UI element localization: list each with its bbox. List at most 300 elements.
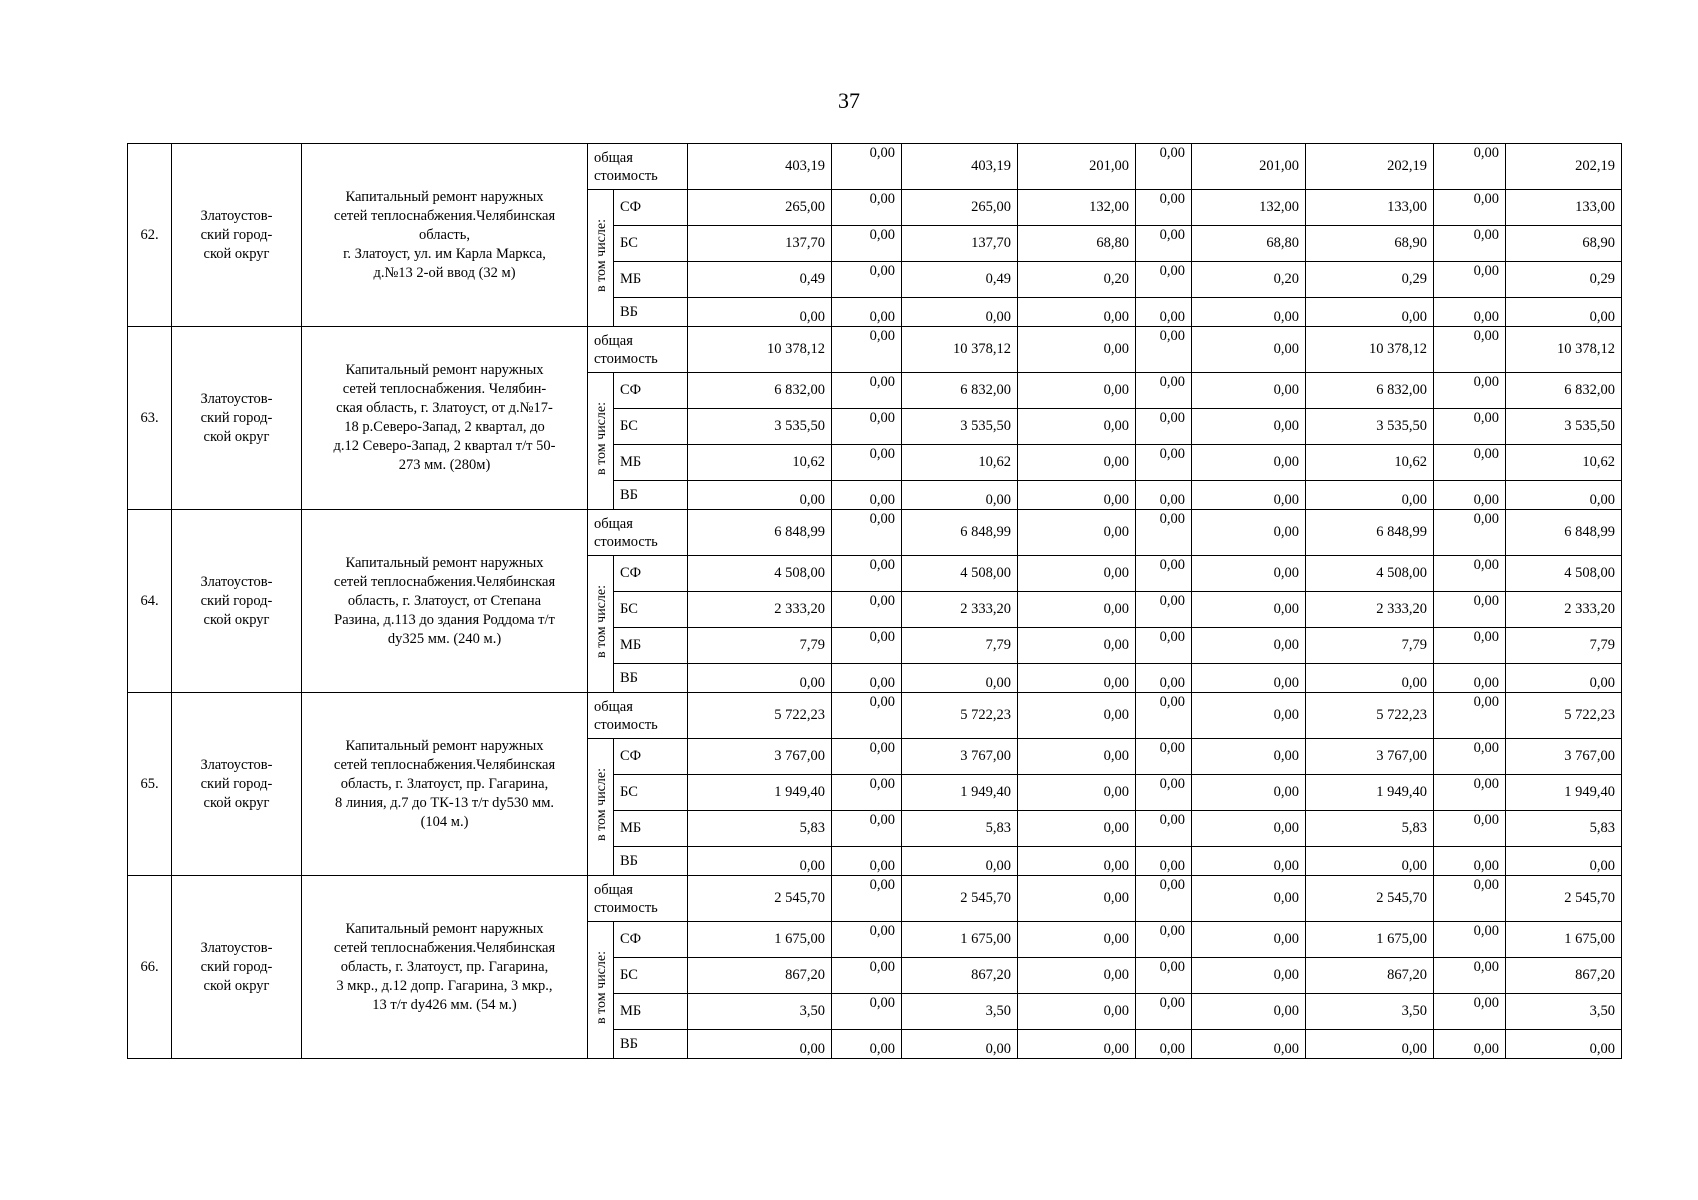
total-cost-label-line: общая	[594, 515, 633, 532]
value-cell: 1 949,40	[1306, 775, 1434, 811]
value-cell: 0,00	[1434, 592, 1506, 628]
value-cell: 0,00	[1136, 811, 1192, 847]
value-cell: 0,00	[902, 481, 1018, 510]
value-cell: 132,00	[1192, 190, 1306, 226]
value-cell: 0,00	[1136, 775, 1192, 811]
total-cost-label-line: стоимость	[594, 899, 658, 916]
value-cell: 0,00	[1136, 556, 1192, 592]
value-cell: 7,79	[1306, 628, 1434, 664]
description-line: область, г. Златоуст, пр. Гагарина,	[340, 958, 549, 975]
value-cell: 132,00	[1018, 190, 1136, 226]
value-cell: 0,00	[1192, 994, 1306, 1030]
value-cell: 3,50	[902, 994, 1018, 1030]
value-cell: 0,00	[902, 847, 1018, 876]
value-cell: 3,50	[1506, 994, 1622, 1030]
fund-label: ВБ	[614, 298, 688, 327]
value-cell: 0,00	[1192, 445, 1306, 481]
value-cell: 1 949,40	[1506, 775, 1622, 811]
value-cell: 0,00	[1506, 847, 1622, 876]
municipality-line: ский город-	[200, 409, 273, 426]
value-cell: 0,00	[1434, 226, 1506, 262]
value-cell: 0,00	[1136, 994, 1192, 1030]
value-cell: 2 333,20	[902, 592, 1018, 628]
value-cell: 0,00	[832, 373, 902, 409]
including-label-cell	[588, 739, 614, 876]
total-cost-label-line: общая	[594, 698, 633, 715]
value-cell: 0,00	[1192, 847, 1306, 876]
value-cell: 5,83	[902, 811, 1018, 847]
value-cell: 0,00	[832, 510, 902, 556]
value-cell: 10 378,12	[1506, 327, 1622, 373]
value-cell: 1 949,40	[902, 775, 1018, 811]
value-cell: 1 675,00	[902, 922, 1018, 958]
value-cell: 0,00	[1018, 922, 1136, 958]
value-cell: 0,29	[1306, 262, 1434, 298]
municipality-line: ской округ	[203, 794, 270, 811]
value-cell: 0,00	[832, 922, 902, 958]
municipality-line: Златоустов-	[200, 573, 273, 590]
capital-repair-table	[127, 143, 1622, 1059]
value-cell: 0,00	[1018, 775, 1136, 811]
value-cell: 7,79	[688, 628, 832, 664]
value-cell: 0,00	[832, 298, 902, 327]
value-cell: 0,00	[1192, 510, 1306, 556]
record-total-row	[128, 510, 1622, 556]
value-cell: 68,80	[1192, 226, 1306, 262]
value-cell: 0,00	[1192, 693, 1306, 739]
description-line: dy325 мм. (240 м.)	[387, 630, 502, 647]
value-cell: 3 767,00	[688, 739, 832, 775]
value-cell: 867,20	[902, 958, 1018, 994]
fund-label: ВБ	[614, 1030, 688, 1059]
value-cell: 0,00	[1306, 847, 1434, 876]
value-cell: 202,19	[1506, 144, 1622, 190]
value-cell: 0,00	[1434, 409, 1506, 445]
value-cell: 0,00	[1306, 298, 1434, 327]
fund-label: СФ	[614, 373, 688, 409]
value-cell: 0,00	[1192, 739, 1306, 775]
value-cell: 403,19	[688, 144, 832, 190]
value-cell: 6 848,99	[688, 510, 832, 556]
value-cell: 0,00	[1192, 811, 1306, 847]
value-cell: 867,20	[688, 958, 832, 994]
value-cell: 201,00	[1018, 144, 1136, 190]
fund-label: СФ	[614, 190, 688, 226]
description-line: область, г. Златоуст, от Степана	[347, 592, 542, 609]
value-cell: 0,00	[1306, 1030, 1434, 1059]
value-cell: 0,00	[1434, 922, 1506, 958]
value-cell: 0,00	[1018, 409, 1136, 445]
value-cell: 2 545,70	[1506, 876, 1622, 922]
value-cell: 5 722,23	[902, 693, 1018, 739]
value-cell: 0,00	[1136, 510, 1192, 556]
value-cell: 0,00	[1136, 1030, 1192, 1059]
value-cell: 0,00	[832, 481, 902, 510]
value-cell: 0,00	[1136, 592, 1192, 628]
description-line: (104 м.)	[420, 813, 469, 830]
value-cell: 4 508,00	[1506, 556, 1622, 592]
value-cell: 0,00	[832, 958, 902, 994]
value-cell: 0,00	[1434, 1030, 1506, 1059]
value-cell: 3 535,50	[902, 409, 1018, 445]
value-cell: 0,00	[1192, 775, 1306, 811]
value-cell: 0,00	[1192, 556, 1306, 592]
total-cost-label	[588, 144, 688, 190]
value-cell: 5 722,23	[1306, 693, 1434, 739]
value-cell: 68,80	[1018, 226, 1136, 262]
description-line: ская область, г. Златоуст, от д.№17-	[336, 400, 553, 416]
value-cell: 0,00	[1434, 327, 1506, 373]
value-cell: 0,00	[1506, 481, 1622, 510]
description-line: 18 р.Северо-Запад, 2 квартал, до	[344, 419, 545, 435]
description-line: Капитальный ремонт наружных	[345, 737, 544, 754]
value-cell: 0,00	[902, 664, 1018, 693]
municipality-line: ский город-	[200, 775, 273, 792]
value-cell: 0,00	[832, 847, 902, 876]
total-cost-label	[588, 876, 688, 922]
fund-label: ВБ	[614, 847, 688, 876]
value-cell: 3 767,00	[902, 739, 1018, 775]
total-cost-label	[588, 510, 688, 556]
description-line: сетей теплоснабжения.Челябинская	[333, 207, 556, 224]
value-cell: 0,00	[1018, 739, 1136, 775]
value-cell: 10 378,12	[902, 327, 1018, 373]
value-cell: 0,00	[1192, 922, 1306, 958]
value-cell: 0,00	[1192, 876, 1306, 922]
value-cell: 3 767,00	[1506, 739, 1622, 775]
value-cell: 0,00	[832, 144, 902, 190]
value-cell: 10 378,12	[1306, 327, 1434, 373]
value-cell: 0,00	[1192, 664, 1306, 693]
value-cell: 0,00	[1018, 298, 1136, 327]
including-label: в том числе:	[594, 219, 609, 292]
value-cell: 2 333,20	[1506, 592, 1622, 628]
fund-label: СФ	[614, 922, 688, 958]
value-cell: 0,20	[1018, 262, 1136, 298]
description-line: сетей теплоснабжения. Челябин-	[342, 381, 547, 397]
fund-label: БС	[614, 592, 688, 628]
value-cell: 0,00	[1136, 664, 1192, 693]
record-number: 64.	[128, 510, 172, 693]
value-cell: 867,20	[1506, 958, 1622, 994]
value-cell: 0,00	[1192, 481, 1306, 510]
total-cost-label-line: общая	[594, 149, 633, 166]
value-cell: 0,00	[1506, 298, 1622, 327]
value-cell: 0,00	[1434, 510, 1506, 556]
value-cell: 0,00	[832, 628, 902, 664]
value-cell: 0,00	[832, 445, 902, 481]
description-line: область,	[419, 226, 470, 243]
description-line: область, г. Златоуст, пр. Гагарина,	[340, 775, 549, 792]
municipality-line: ский город-	[200, 958, 273, 975]
municipality-line: ской округ	[203, 245, 270, 262]
value-cell: 0,00	[1434, 847, 1506, 876]
value-cell: 0,00	[1136, 445, 1192, 481]
value-cell: 7,79	[1506, 628, 1622, 664]
value-cell: 3 535,50	[688, 409, 832, 445]
value-cell: 133,00	[1506, 190, 1622, 226]
value-cell: 0,00	[832, 693, 902, 739]
value-cell: 0,00	[1434, 373, 1506, 409]
value-cell: 0,00	[1018, 327, 1136, 373]
record-number: 65.	[128, 693, 172, 876]
value-cell: 1 675,00	[1306, 922, 1434, 958]
value-cell: 0,00	[1192, 958, 1306, 994]
municipality-line: ский город-	[200, 592, 273, 609]
value-cell: 3 535,50	[1506, 409, 1622, 445]
value-cell: 0,00	[1434, 628, 1506, 664]
value-cell: 0,00	[1434, 958, 1506, 994]
description-line: сетей теплоснабжения.Челябинская	[333, 939, 556, 956]
value-cell: 0,00	[1136, 190, 1192, 226]
value-cell: 0,00	[1136, 262, 1192, 298]
value-cell: 0,00	[1018, 373, 1136, 409]
value-cell: 0,29	[1506, 262, 1622, 298]
value-cell: 0,00	[1192, 1030, 1306, 1059]
value-cell: 10,62	[1306, 445, 1434, 481]
description-cell	[302, 327, 588, 510]
value-cell: 0,00	[1136, 144, 1192, 190]
including-label: в том числе:	[594, 402, 609, 475]
value-cell: 68,90	[1306, 226, 1434, 262]
total-cost-label-line: общая	[594, 881, 633, 898]
fund-label: БС	[614, 775, 688, 811]
value-cell: 0,00	[1018, 811, 1136, 847]
value-cell: 0,00	[1018, 445, 1136, 481]
total-cost-label-line: стоимость	[594, 350, 658, 367]
municipality-cell	[172, 327, 302, 510]
including-label: в том числе:	[594, 768, 609, 841]
value-cell: 0,00	[1434, 775, 1506, 811]
value-cell: 403,19	[902, 144, 1018, 190]
value-cell: 6 832,00	[902, 373, 1018, 409]
value-cell: 0,00	[1506, 1030, 1622, 1059]
value-cell: 0,00	[1434, 190, 1506, 226]
value-cell: 2 333,20	[1306, 592, 1434, 628]
value-cell: 265,00	[902, 190, 1018, 226]
value-cell: 0,00	[902, 298, 1018, 327]
value-cell: 6 832,00	[1306, 373, 1434, 409]
value-cell: 3,50	[688, 994, 832, 1030]
value-cell: 0,00	[832, 327, 902, 373]
description-line: г. Златоуст, ул. им Карла Маркса,	[343, 245, 546, 262]
value-cell: 0,00	[1136, 226, 1192, 262]
value-cell: 0,00	[832, 994, 902, 1030]
value-cell: 202,19	[1306, 144, 1434, 190]
value-cell: 0,00	[1018, 664, 1136, 693]
value-cell: 0,00	[1434, 664, 1506, 693]
value-cell: 0,00	[688, 298, 832, 327]
value-cell: 6 832,00	[1506, 373, 1622, 409]
description-line: 273 мм. (280м)	[398, 457, 491, 473]
record-number: 66.	[128, 876, 172, 1059]
value-cell: 1 949,40	[688, 775, 832, 811]
fund-label: МБ	[614, 628, 688, 664]
description-line: Капитальный ремонт наружных	[345, 362, 544, 378]
municipality-line: Златоустов-	[200, 939, 273, 956]
value-cell: 0,00	[832, 592, 902, 628]
value-cell: 3,50	[1306, 994, 1434, 1030]
record-total-row	[128, 327, 1622, 373]
fund-label: ВБ	[614, 481, 688, 510]
value-cell: 0,00	[1434, 739, 1506, 775]
fund-label: МБ	[614, 445, 688, 481]
value-cell: 0,00	[1136, 922, 1192, 958]
value-cell: 0,00	[832, 556, 902, 592]
fund-label: МБ	[614, 994, 688, 1030]
value-cell: 0,00	[1018, 592, 1136, 628]
value-cell: 0,00	[688, 847, 832, 876]
value-cell: 0,00	[1018, 994, 1136, 1030]
value-cell: 1 675,00	[1506, 922, 1622, 958]
value-cell: 0,00	[1018, 481, 1136, 510]
value-cell: 0,00	[1136, 876, 1192, 922]
value-cell: 0,00	[1136, 327, 1192, 373]
fund-label: МБ	[614, 262, 688, 298]
municipality-line: Златоустов-	[200, 390, 273, 407]
value-cell: 0,00	[1434, 693, 1506, 739]
fund-label: ВБ	[614, 664, 688, 693]
municipality-line: ский город-	[200, 226, 273, 243]
value-cell: 0,00	[1434, 445, 1506, 481]
value-cell: 0,00	[832, 876, 902, 922]
value-cell: 0,00	[1018, 556, 1136, 592]
value-cell: 5,83	[1306, 811, 1434, 847]
value-cell: 0,20	[1192, 262, 1306, 298]
value-cell: 7,79	[902, 628, 1018, 664]
record-total-row	[128, 876, 1622, 922]
value-cell: 5,83	[688, 811, 832, 847]
value-cell: 0,00	[832, 775, 902, 811]
record-total-row	[128, 693, 1622, 739]
fund-label: БС	[614, 958, 688, 994]
value-cell: 4 508,00	[688, 556, 832, 592]
fund-label: БС	[614, 409, 688, 445]
value-cell: 0,00	[832, 409, 902, 445]
value-cell: 10,62	[902, 445, 1018, 481]
municipality-cell	[172, 693, 302, 876]
value-cell: 68,90	[1506, 226, 1622, 262]
value-cell: 0,49	[902, 262, 1018, 298]
value-cell: 2 545,70	[688, 876, 832, 922]
value-cell: 0,00	[832, 1030, 902, 1059]
value-cell: 0,00	[1018, 958, 1136, 994]
description-line: сетей теплоснабжения.Челябинская	[333, 756, 556, 773]
value-cell: 0,00	[1018, 876, 1136, 922]
value-cell: 0,00	[1136, 693, 1192, 739]
value-cell: 0,00	[1018, 510, 1136, 556]
page-number: 37	[838, 88, 860, 113]
municipality-line: Златоустов-	[200, 756, 273, 773]
municipality-line: ской округ	[203, 428, 270, 445]
value-cell: 0,00	[1136, 373, 1192, 409]
fund-label: МБ	[614, 811, 688, 847]
description-line: Капитальный ремонт наружных	[345, 188, 544, 205]
record-number: 63.	[128, 327, 172, 510]
value-cell: 2 545,70	[902, 876, 1018, 922]
value-cell: 0,00	[1506, 664, 1622, 693]
description-line: 8 линия, д.7 до ТК-13 т/т dy530 мм.	[334, 794, 555, 811]
value-cell: 0,00	[1136, 739, 1192, 775]
value-cell: 6 848,99	[1506, 510, 1622, 556]
description-line: д.№13 2-ой ввод (32 м)	[373, 264, 516, 281]
value-cell: 0,00	[1136, 481, 1192, 510]
value-cell: 6 848,99	[1306, 510, 1434, 556]
value-cell: 1 675,00	[688, 922, 832, 958]
record-number: 62.	[128, 144, 172, 327]
value-cell: 137,70	[688, 226, 832, 262]
municipality-cell	[172, 876, 302, 1059]
total-cost-label	[588, 327, 688, 373]
value-cell: 867,20	[1306, 958, 1434, 994]
value-cell: 0,00	[1434, 876, 1506, 922]
value-cell: 0,00	[902, 1030, 1018, 1059]
description-line: д.12 Северо-Запад, 2 квартал т/т 50-	[333, 438, 556, 454]
total-cost-label-line: общая	[594, 332, 633, 349]
including-label-cell	[588, 922, 614, 1059]
value-cell: 0,00	[832, 262, 902, 298]
value-cell: 6 832,00	[688, 373, 832, 409]
municipality-line: ской округ	[203, 611, 270, 628]
value-cell: 0,00	[1434, 481, 1506, 510]
value-cell: 0,00	[1192, 409, 1306, 445]
value-cell: 0,00	[1018, 1030, 1136, 1059]
including-label-cell	[588, 190, 614, 327]
record-total-row	[128, 144, 1622, 190]
value-cell: 0,00	[1434, 262, 1506, 298]
value-cell: 0,00	[1018, 628, 1136, 664]
value-cell: 0,49	[688, 262, 832, 298]
total-cost-label	[588, 693, 688, 739]
value-cell: 0,00	[1192, 298, 1306, 327]
description-cell	[302, 876, 588, 1059]
value-cell: 6 848,99	[902, 510, 1018, 556]
value-cell: 137,70	[902, 226, 1018, 262]
value-cell: 0,00	[832, 664, 902, 693]
value-cell: 0,00	[1434, 144, 1506, 190]
including-label-cell	[588, 373, 614, 510]
description-cell	[302, 693, 588, 876]
municipality-line: Златоустов-	[200, 207, 273, 224]
description-cell	[302, 144, 588, 327]
description-line: Капитальный ремонт наружных	[345, 554, 544, 571]
value-cell: 0,00	[688, 1030, 832, 1059]
value-cell: 0,00	[1192, 628, 1306, 664]
value-cell: 2 333,20	[688, 592, 832, 628]
description-cell	[302, 510, 588, 693]
value-cell: 3 767,00	[1306, 739, 1434, 775]
value-cell: 4 508,00	[902, 556, 1018, 592]
value-cell: 5,83	[1506, 811, 1622, 847]
value-cell: 0,00	[1136, 298, 1192, 327]
total-cost-label-line: стоимость	[594, 167, 658, 184]
value-cell: 4 508,00	[1306, 556, 1434, 592]
fund-label: СФ	[614, 556, 688, 592]
value-cell: 0,00	[688, 664, 832, 693]
fund-label: СФ	[614, 739, 688, 775]
value-cell: 0,00	[1192, 592, 1306, 628]
including-label: в том числе:	[594, 585, 609, 658]
value-cell: 0,00	[832, 190, 902, 226]
municipality-line: ской округ	[203, 977, 270, 994]
description-line: 3 мкр., д.12 допр. Гагарина, 3 мкр.,	[336, 977, 553, 994]
description-line: Капитальный ремонт наружных	[345, 920, 544, 937]
total-cost-label-line: стоимость	[594, 716, 658, 733]
value-cell: 0,00	[1018, 847, 1136, 876]
municipality-cell	[172, 510, 302, 693]
value-cell: 265,00	[688, 190, 832, 226]
value-cell: 5 722,23	[688, 693, 832, 739]
